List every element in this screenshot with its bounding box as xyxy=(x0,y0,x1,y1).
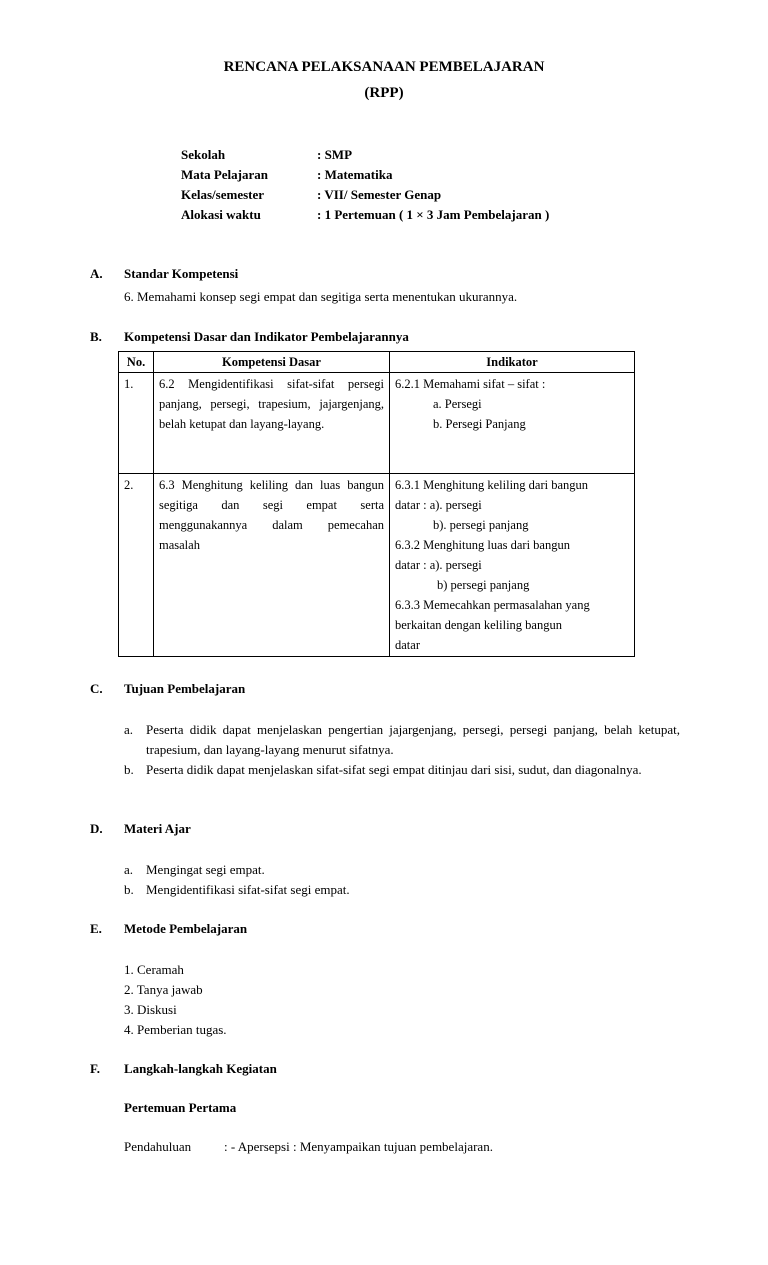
section-title: Standar Kompetensi xyxy=(124,266,239,281)
section-letter: D. xyxy=(90,821,103,836)
indicator-line: a. Persegi xyxy=(433,397,482,411)
identity-block xyxy=(181,145,549,225)
info-label: Alokasi waktu xyxy=(181,207,261,222)
section-f-heading xyxy=(90,1061,277,1077)
list-item: 2. Tanya jawab xyxy=(124,982,203,997)
indicator-line: berkaitan dengan keliling bangun xyxy=(395,618,562,632)
indicator-line: b). persegi panjang xyxy=(433,518,529,532)
list-item: 4. Pemberian tugas. xyxy=(124,1022,227,1037)
list-item-text: Peserta didik dapat menjelaskan pengertian jajargenjang, persegi, persegi panjang, belah ketupat, trapesium, dan layang-layang menurut sifatnya. xyxy=(146,722,680,757)
activity-label: Pendahuluan xyxy=(124,1139,192,1154)
table-cell-no: 1. xyxy=(119,373,154,474)
section-letter: B. xyxy=(90,329,102,344)
table-cell-indicator xyxy=(390,474,635,657)
indicator-line: b. Persegi Panjang xyxy=(433,417,526,431)
info-value: : VII/ Semester Genap xyxy=(317,187,442,202)
table-row xyxy=(119,373,635,474)
competency-table xyxy=(118,351,635,657)
table-row xyxy=(119,474,635,657)
info-value: : SMP xyxy=(317,147,353,162)
list-item: 1. Ceramah xyxy=(124,962,184,977)
table-cell-indicator xyxy=(390,373,635,474)
document-subtitle: (RPP) xyxy=(364,85,404,101)
indicator-line: 6.3.2 Menghitung luas dari bangun xyxy=(395,538,570,552)
section-c-heading xyxy=(90,681,245,697)
list-marker: b. xyxy=(124,762,134,777)
indicator-line: datar : a). persegi xyxy=(395,498,482,512)
indicator-line: 6.2.1 Memahami sifat – sifat : xyxy=(395,377,546,391)
section-title: Langkah-langkah Kegiatan xyxy=(124,1061,277,1076)
list-item-text: Mengingat segi empat. xyxy=(146,862,265,877)
section-title: Kompetensi Dasar dan Indikator Pembelajarannya xyxy=(124,329,409,344)
list-marker: a. xyxy=(124,862,134,877)
methods-list xyxy=(124,960,227,1040)
list-item xyxy=(124,760,680,780)
list-item-text: Mengidentifikasi sifat-sifat segi empat. xyxy=(146,882,350,897)
list-item xyxy=(124,860,680,880)
document-title-block xyxy=(0,54,768,106)
table-header-no: No. xyxy=(119,352,154,373)
section-title: Materi Ajar xyxy=(124,821,191,836)
activity-line xyxy=(124,1137,493,1157)
material-list xyxy=(124,860,680,900)
table-header-row xyxy=(119,352,635,373)
table-cell-kd: 6.2 Mengidentifikasi sifat-sifat persegi panjang, persegi, trapesium, jajargenjang, belah ketupat dan layang-layang. xyxy=(154,373,390,474)
indicator-line: datar xyxy=(395,638,420,652)
info-row xyxy=(181,165,549,185)
list-item xyxy=(124,720,680,760)
objectives-list xyxy=(124,720,680,780)
indicator-line: 6.3.3 Memecahkan permasalahan yang xyxy=(395,598,590,612)
document-title: RENCANA PELAKSANAAN PEMBELAJARAN xyxy=(223,59,545,75)
table-header-kd: Kompetensi Dasar xyxy=(154,352,390,373)
list-item-text: Peserta didik dapat menjelaskan sifat-sifat segi empat ditinjau dari sisi, sudut, dan diagonalnya. xyxy=(146,762,642,777)
section-letter: C. xyxy=(90,681,103,696)
table-cell-kd: 6.3 Menghitung keliling dan luas bangun segitiga dan segi empat serta menggunakannya dalam pemecahan masalah xyxy=(154,474,390,657)
info-row xyxy=(181,205,549,225)
list-item: 3. Diskusi xyxy=(124,1002,177,1017)
section-d-heading xyxy=(90,821,191,837)
section-b-heading xyxy=(90,329,409,345)
section-a-heading xyxy=(90,266,238,282)
list-marker: b. xyxy=(124,882,134,897)
info-value: : Matematika xyxy=(317,167,393,182)
info-label: Sekolah xyxy=(181,147,226,162)
info-row xyxy=(181,185,549,205)
table-cell-no: 2. xyxy=(119,474,154,657)
table-header-indicator: Indikator xyxy=(390,352,635,373)
indicator-line: b) persegi panjang xyxy=(437,578,530,592)
list-item xyxy=(124,880,680,900)
section-a-text: 6. Memahami konsep segi empat dan segitiga serta menentukan ukurannya. xyxy=(124,289,518,304)
meeting-title: Pertemuan Pertama xyxy=(124,1100,237,1115)
indicator-line: 6.3.1 Menghitung keliling dari bangun xyxy=(395,478,589,492)
info-row xyxy=(181,145,549,165)
list-marker: a. xyxy=(124,722,134,737)
info-value: : 1 Pertemuan ( 1 × 3 Jam Pembelajaran ) xyxy=(317,207,550,222)
section-title: Metode Pembelajaran xyxy=(124,921,248,936)
info-label: Kelas/semester xyxy=(181,187,265,202)
section-letter: F. xyxy=(90,1061,100,1076)
indicator-line: datar : a). persegi xyxy=(395,558,482,572)
section-e-heading xyxy=(90,921,247,937)
section-letter: E. xyxy=(90,921,102,936)
section-letter: A. xyxy=(90,266,103,281)
activity-text: : - Apersepsi : Menyampaikan tujuan pembelajaran. xyxy=(224,1139,493,1154)
section-title: Tujuan Pembelajaran xyxy=(124,681,246,696)
info-label: Mata Pelajaran xyxy=(181,167,269,182)
